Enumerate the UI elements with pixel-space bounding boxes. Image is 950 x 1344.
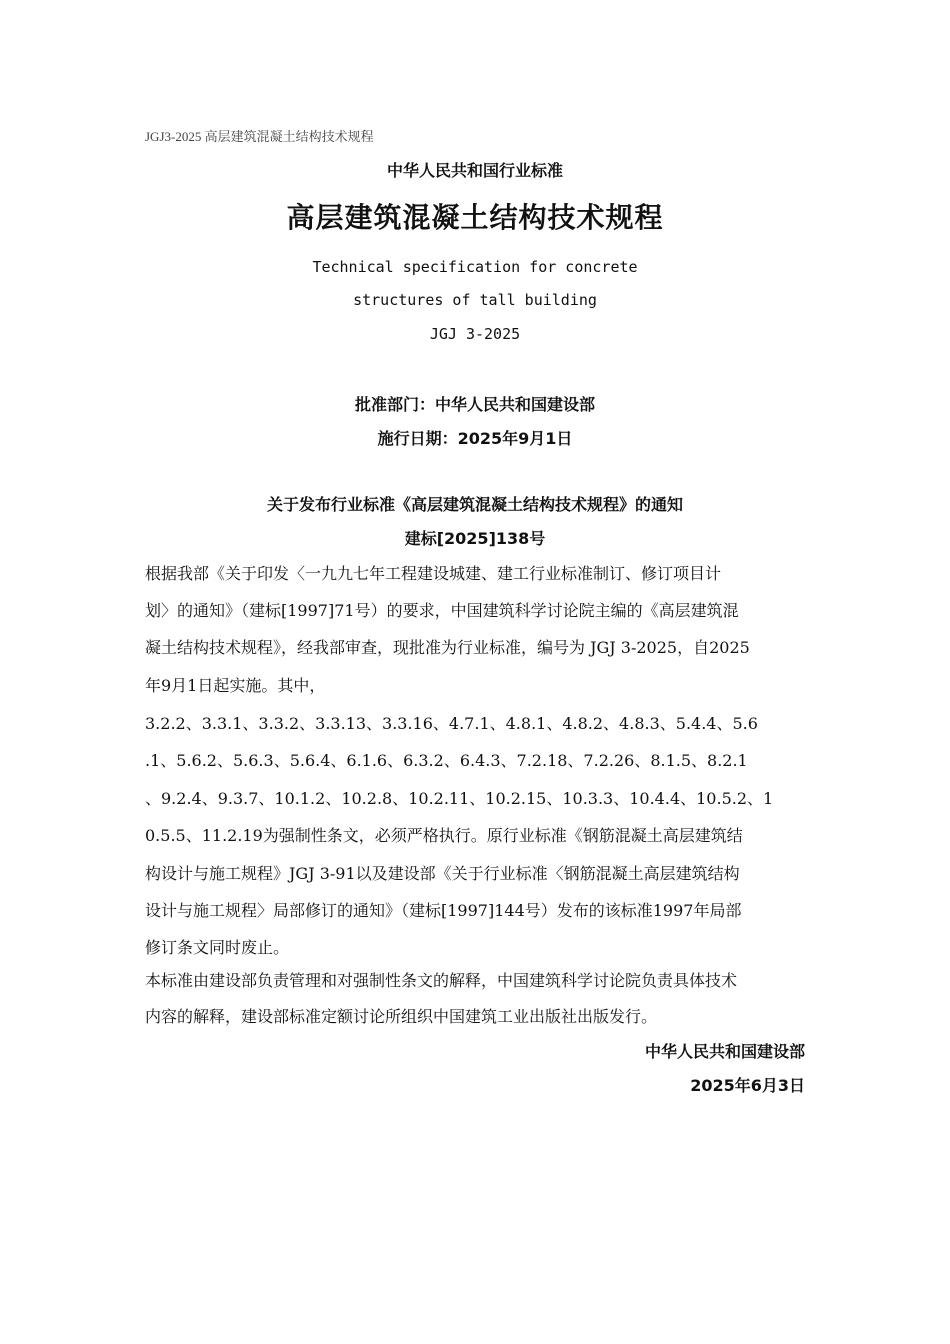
- standard-category: 中华人民共和国行业标准: [386, 161, 563, 180]
- document-title: 高层建筑混凝土结构技术规程: [286, 201, 664, 234]
- standard-code: JGJ 3-2025: [429, 325, 521, 343]
- notice-body-line: 0.5.5、11.2.19为强制性条文，必须严格执行。原行业标准《钢筋混凝土高层建筑结: [145, 826, 743, 845]
- notice-body-line: 修订条文同时废止。: [145, 938, 290, 957]
- approval-department: 批准部门：中华人民共和国建设部: [354, 395, 595, 414]
- notice-body-line: 、9.2.4、9.3.7、10.1.2、10.2.8、10.2.11、10.2.15、10.3.3、10.4.4、10.5.2、1: [145, 789, 774, 808]
- notice-body-line: 本标准由建设部负责管理和对强制性条文的解释，中国建筑科学讨论院负责具体技术: [145, 971, 738, 990]
- notice-number: 建标[2025]138号: [404, 529, 546, 548]
- notice-body-line: 划〉的通知》（建标[1997]71号）的要求，中国建筑科学讨论院主编的《高层建筑混: [145, 601, 739, 620]
- notice-body-line: .1、5.6.2、5.6.3、5.6.4、6.1.6、6.3.2、6.4.3、7.2.18、7.2.26、8.1.5、8.2.1: [145, 751, 748, 770]
- notice-body-line: 凝土结构技术规程》，经我部审查，现批准为行业标准，编号为 JGJ 3-2025，自2025: [145, 638, 750, 657]
- issuing-authority: 中华人民共和国建设部: [644, 1042, 805, 1061]
- issue-date: 2025年6月3日: [690, 1076, 805, 1095]
- notice-body-line: 年9月1日起实施。其中，: [145, 676, 326, 695]
- effective-date: 施行日期：2025年9月1日: [377, 429, 573, 448]
- notice-body-line: 3.2.2、3.3.1、3.3.2、3.3.13、3.3.16、4.7.1、4.8.1、4.8.2、4.8.3、5.4.4、5.6: [145, 714, 758, 733]
- notice-body-line: 构设计与施工规程》JGJ 3-91以及建设部《关于行业标准〈钢筋混凝土高层建筑结构: [145, 864, 740, 883]
- english-title-line-2: structures of tall building: [353, 291, 597, 309]
- notice-body-line: 内容的解释，建设部标准定额讨论所组织中国建筑工业出版社出版发行。: [145, 1007, 658, 1026]
- english-title-line-1: Technical specification for concrete: [312, 258, 638, 276]
- notice-body-line: 设计与施工规程〉局部修订的通知》（建标[1997]144号）发布的该标准1997年局部: [145, 901, 742, 920]
- running-header: JGJ3-2025 高层建筑混凝土结构技术规程: [145, 129, 374, 144]
- notice-title: 关于发布行业标准《高层建筑混凝土结构技术规程》的通知: [266, 495, 683, 514]
- notice-body-line: 根据我部《关于印发〈一九九七年工程建设城建、建工行业标准制订、修订项目计: [145, 564, 722, 583]
